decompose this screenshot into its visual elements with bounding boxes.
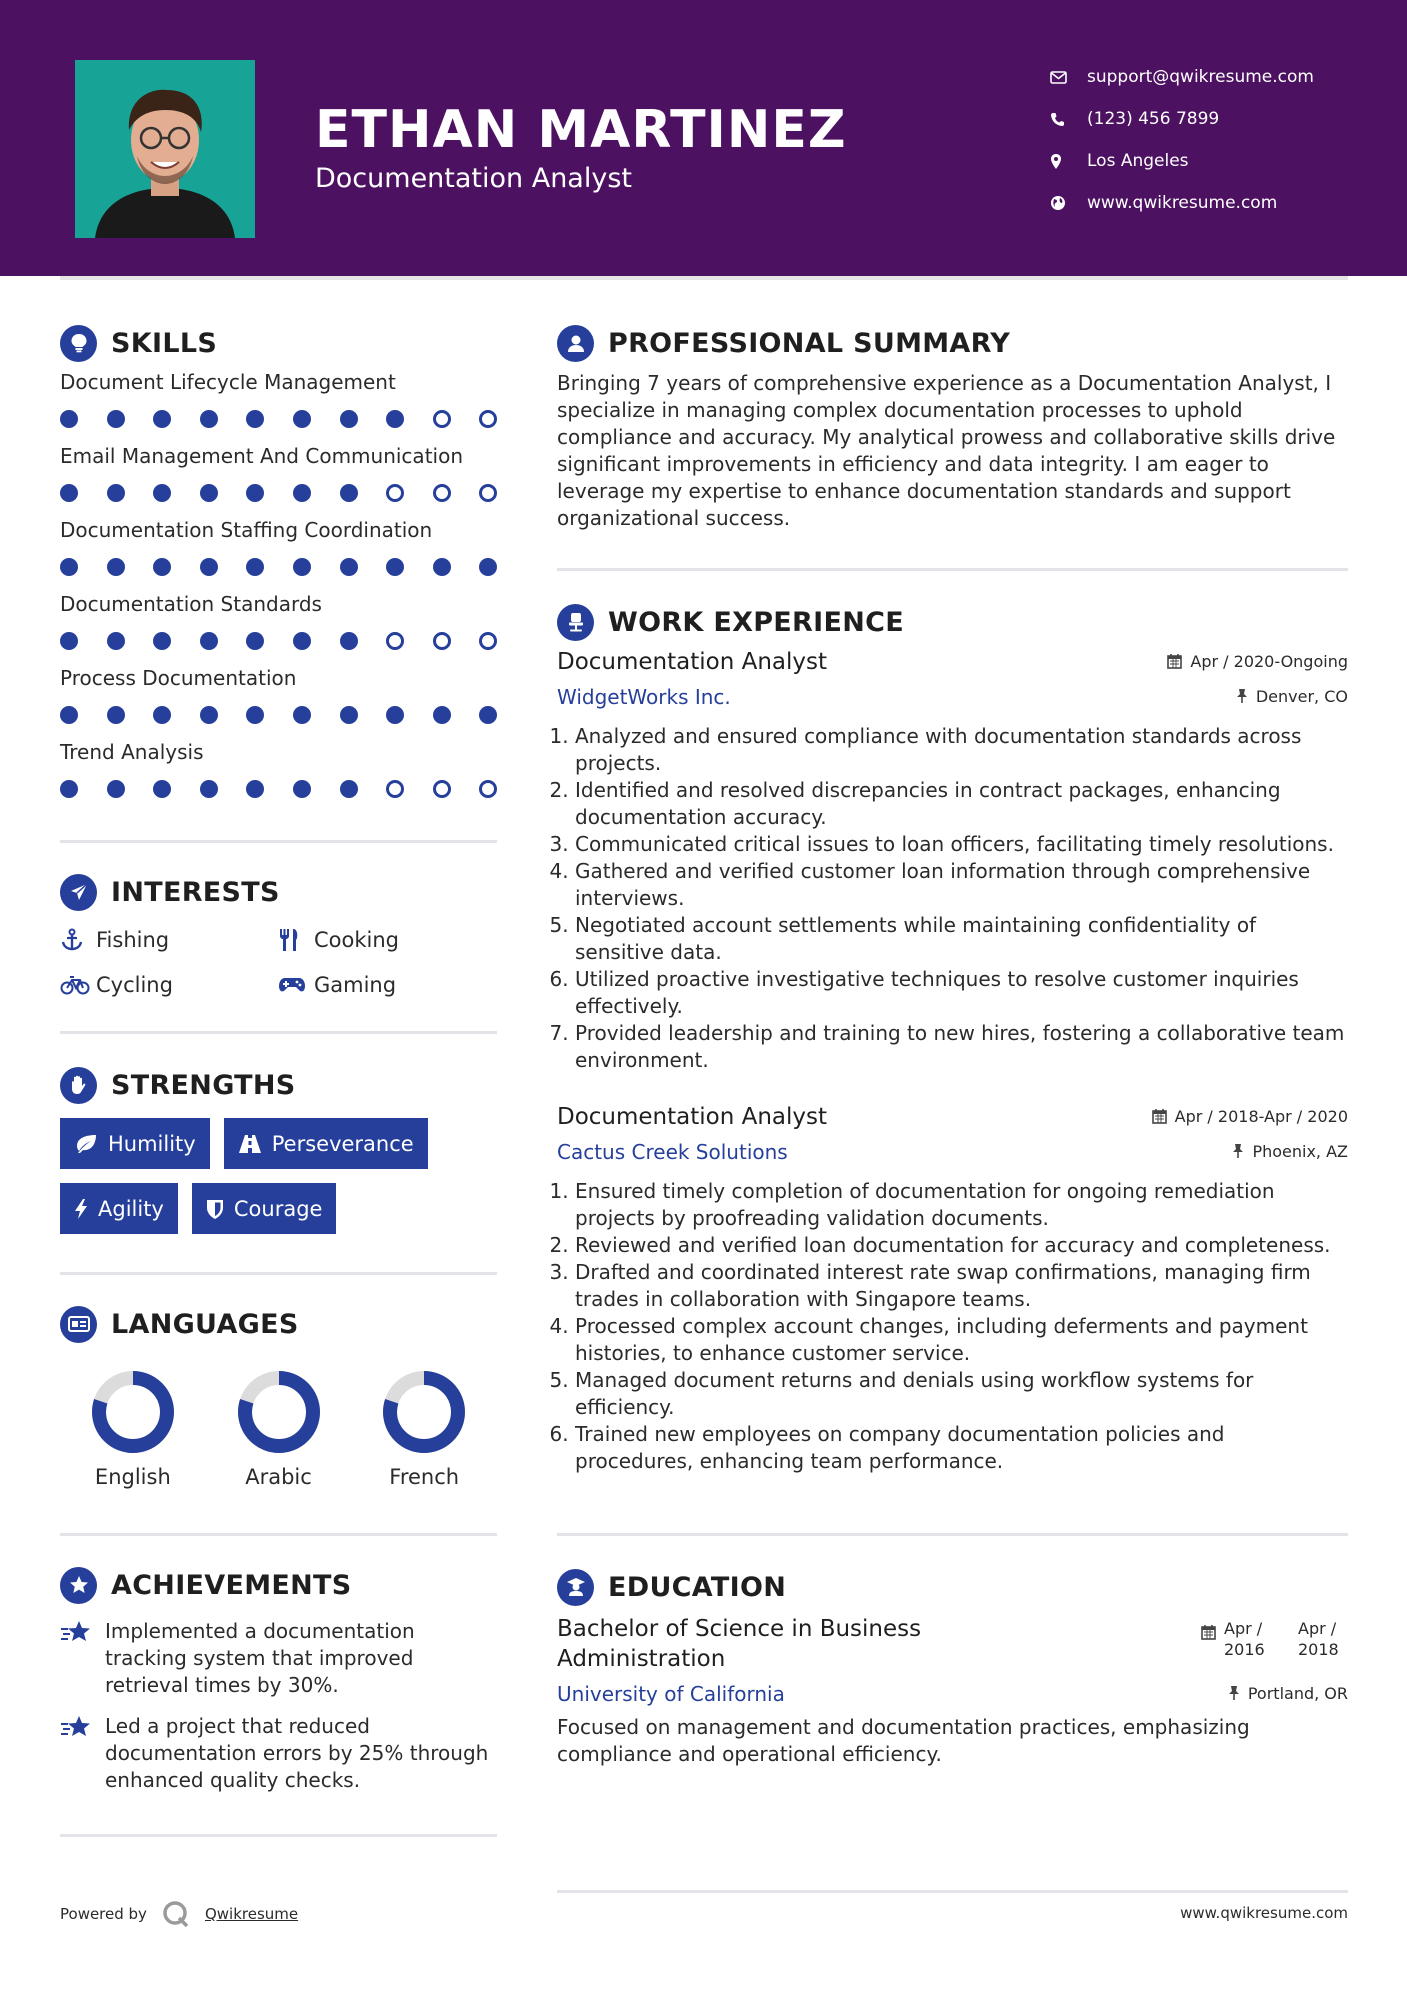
duty-item: 2. Identified and resolved discrepancies in contract packages, enhancing documentation accuracy.	[575, 777, 1348, 831]
rating-dot-filled	[153, 632, 171, 650]
rating-dot-filled	[386, 558, 404, 576]
rating-dot-empty	[479, 484, 497, 502]
interests-list	[60, 925, 497, 999]
skill-name: Document Lifecycle Management	[60, 370, 396, 394]
rating-dot-empty	[433, 780, 451, 798]
qwikresume-link[interactable]: Qwikresume	[204, 1905, 299, 1923]
rating-dot-filled	[293, 632, 311, 650]
rating-dot-filled	[107, 706, 125, 724]
strength-tag: Perseverance	[224, 1118, 428, 1169]
rating-dot-filled	[60, 632, 78, 650]
rating-dot-filled	[246, 632, 264, 650]
rating-dot-empty	[479, 410, 497, 428]
calendar-icon	[1152, 1108, 1167, 1124]
section-divider	[60, 1834, 497, 1837]
skill-name: Documentation Staffing Coordination	[60, 518, 433, 542]
lightbulb-icon	[60, 325, 97, 362]
rating-dot-filled	[153, 706, 171, 724]
rating-dot-filled	[153, 780, 171, 798]
language-donut	[381, 1369, 467, 1455]
duty-item: 4. Processed complex account changes, including deferments and payment histories, to enhance customer service.	[575, 1313, 1348, 1367]
phone-icon	[1050, 112, 1087, 127]
rating-dot-filled	[107, 410, 125, 428]
qwikresume-logo-icon	[161, 1900, 191, 1928]
rating-dot-filled	[293, 410, 311, 428]
gamepad-icon	[278, 976, 314, 994]
interest-item: Gaming	[278, 970, 497, 999]
rating-dot-empty	[433, 484, 451, 502]
job-title: Documentation Analyst	[557, 1104, 828, 1130]
duty-item: 3. Drafted and coordinated interest rate swap confirmations, managing firm trades in collaboration with Singapore teams.	[575, 1259, 1348, 1313]
road-icon	[238, 1134, 262, 1154]
section-divider	[557, 568, 1348, 571]
rating-dot-filled	[246, 780, 264, 798]
map-marker-icon	[1050, 153, 1087, 170]
profile-photo	[75, 60, 255, 238]
duty-item: 5. Managed document returns and denials using workflow systems for efficiency.	[575, 1367, 1348, 1421]
rating-dot-empty	[479, 780, 497, 798]
strength-tag: Humility	[60, 1118, 210, 1169]
rating-dot-filled	[107, 558, 125, 576]
skill-name: Documentation Standards	[60, 592, 322, 616]
strength-tag: Courage	[192, 1183, 337, 1234]
skill-rating	[60, 692, 497, 738]
strengths-heading: STRENGTHS	[60, 1062, 497, 1108]
rating-dot-filled	[200, 558, 218, 576]
rating-dot-filled	[153, 410, 171, 428]
hand-icon	[60, 1067, 97, 1104]
section-divider	[60, 1272, 497, 1275]
interest-item: Fishing	[60, 925, 278, 954]
pushpin-icon	[1228, 1685, 1240, 1701]
section-divider	[60, 1533, 497, 1536]
calendar-icon	[1201, 1624, 1216, 1640]
rating-dot-filled	[293, 484, 311, 502]
section-divider	[557, 1533, 1348, 1536]
header-banner	[0, 0, 1407, 276]
rating-dot-empty	[433, 410, 451, 428]
strengths-list	[60, 1118, 497, 1234]
rating-dot-filled	[479, 706, 497, 724]
calendar-icon	[1167, 653, 1182, 669]
rating-dot-filled	[153, 558, 171, 576]
rating-dot-filled	[340, 484, 358, 502]
duty-item: 1. Analyzed and ensured compliance with documentation standards across projects.	[575, 723, 1348, 777]
left-column	[60, 320, 497, 1837]
skill-rating	[60, 766, 497, 812]
rating-dot-filled	[246, 706, 264, 724]
experience-heading: WORK EXPERIENCE	[557, 599, 1348, 645]
job-entry	[557, 649, 1348, 1074]
language-donut	[90, 1369, 176, 1455]
achievement-item: Led a project that reduced documentation errors by 25% through enhanced quality checks.	[60, 1713, 497, 1794]
strength-tag: Agility	[60, 1183, 178, 1234]
chair-icon	[557, 604, 594, 641]
skill-rating	[60, 544, 497, 590]
summary-heading: PROFESSIONAL SUMMARY	[557, 320, 1348, 366]
rating-dot-filled	[293, 558, 311, 576]
school-location: Portland, OR	[1228, 1684, 1348, 1703]
rating-dot-filled	[107, 632, 125, 650]
language-item	[351, 1369, 497, 1489]
duty-item: 3. Communicated critical issues to loan officers, facilitating timely resolutions.	[575, 831, 1348, 858]
shield-icon	[206, 1198, 224, 1220]
education-heading: EDUCATION	[557, 1564, 1348, 1610]
pushpin-icon	[1236, 688, 1248, 704]
rating-dot-filled	[200, 780, 218, 798]
rating-dot-filled	[340, 632, 358, 650]
job-location: Denver, CO	[1236, 687, 1348, 706]
interest-item: Cycling	[60, 970, 278, 999]
school-name: University of California	[557, 1682, 785, 1706]
rating-dot-filled	[60, 410, 78, 428]
achievement-item: Implemented a documentation tracking system that improved retrieval times by 30%.	[60, 1618, 497, 1699]
skill-rating	[60, 470, 497, 516]
duty-item: 4. Gathered and verified customer loan information through comprehensive interviews.	[575, 858, 1348, 912]
contact-block	[1050, 56, 1314, 224]
languages-heading: LANGUAGES	[60, 1301, 497, 1347]
rating-dot-empty	[433, 632, 451, 650]
rating-dot-filled	[433, 706, 451, 724]
rating-dot-empty	[386, 632, 404, 650]
utensils-icon	[278, 928, 314, 952]
job-entry	[557, 1104, 1348, 1475]
skills-list	[60, 368, 497, 812]
language-label: Arabic	[245, 1465, 312, 1489]
rating-dot-filled	[246, 410, 264, 428]
rating-dot-filled	[60, 484, 78, 502]
rating-dot-filled	[340, 410, 358, 428]
job-date: Apr / 2020-Ongoing	[1167, 652, 1348, 671]
language-item	[206, 1369, 352, 1489]
skill-rating	[60, 396, 497, 442]
rating-dot-filled	[107, 780, 125, 798]
interests-heading: INTERESTS	[60, 869, 497, 915]
right-column	[557, 320, 1348, 1768]
graduate-icon	[557, 1569, 594, 1606]
summary-text: Bringing 7 years of comprehensive experience as a Documentation Analyst, I specialize in managing complex documentation processes to uphold compliance and accuracy. My analytical prowess and collaborative skills drive significant improvements in efficiency and data integrity. I am eager to leverage my expertise to enhance documentation standards and support organizational success.	[557, 371, 1336, 530]
language-donut	[236, 1369, 322, 1455]
header-divider	[60, 276, 1348, 280]
rating-dot-filled	[246, 484, 264, 502]
candidate-title: Documentation Analyst	[315, 163, 632, 194]
rating-dot-filled	[340, 780, 358, 798]
rating-dot-empty	[386, 484, 404, 502]
globe-icon	[1050, 195, 1087, 211]
rating-dot-filled	[340, 558, 358, 576]
company-name: Cactus Creek Solutions	[557, 1140, 788, 1164]
footer-divider	[557, 1890, 1348, 1893]
degree-title: Bachelor of Science in Business Administration	[557, 1616, 922, 1672]
contact-website[interactable]: www.qwikresume.com	[1050, 182, 1314, 224]
language-label: French	[389, 1465, 460, 1489]
rating-dot-filled	[60, 558, 78, 576]
contact-email[interactable]: support@qwikresume.com	[1050, 56, 1314, 98]
job-date: Apr / 2018-Apr / 2020	[1152, 1107, 1348, 1126]
skill-rating	[60, 618, 497, 664]
rating-dot-filled	[293, 780, 311, 798]
leaf-icon	[74, 1134, 98, 1154]
education-description: Focused on management and documentation practices, emphasizing compliance and operational efficiency.	[557, 1715, 1250, 1766]
duty-item: 2. Reviewed and verified loan documentation for accuracy and completeness.	[575, 1232, 1348, 1259]
rating-dot-filled	[246, 558, 264, 576]
rating-dot-filled	[153, 484, 171, 502]
section-divider	[60, 840, 497, 843]
rating-dot-filled	[433, 558, 451, 576]
bicycle-icon	[60, 975, 96, 995]
contact-location: Los Angeles	[1050, 140, 1314, 182]
rating-dot-filled	[200, 410, 218, 428]
skill-name: Process Documentation	[60, 666, 297, 690]
company-name: WidgetWorks Inc.	[557, 685, 731, 709]
star-icon	[60, 1713, 105, 1794]
language-label: English	[94, 1465, 171, 1489]
pushpin-icon	[1232, 1143, 1244, 1159]
rating-dot-filled	[60, 780, 78, 798]
duty-item: 5. Negotiated account settlements while maintaining confidentiality of sensitive data.	[575, 912, 1348, 966]
rating-dot-empty	[386, 780, 404, 798]
rating-dot-filled	[60, 706, 78, 724]
footer-website[interactable]: www.qwikresume.com	[1180, 1904, 1348, 1922]
education-date: Apr / 2016 Apr / 2018	[1201, 1614, 1348, 1660]
rating-dot-filled	[107, 484, 125, 502]
rating-dot-filled	[200, 484, 218, 502]
language-item	[60, 1369, 206, 1489]
contact-phone[interactable]: (123) 456 7899	[1050, 98, 1314, 140]
skills-heading: SKILLS	[60, 320, 497, 366]
duty-item: 6. Utilized proactive investigative techniques to resolve customer inquiries effectively.	[575, 966, 1348, 1020]
skill-name: Trend Analysis	[60, 740, 204, 764]
rating-dot-filled	[200, 706, 218, 724]
anchor-icon	[60, 928, 96, 952]
rating-dot-filled	[479, 558, 497, 576]
star-badge-icon	[60, 1567, 97, 1604]
interest-item: Cooking	[278, 925, 497, 954]
rating-dot-filled	[200, 632, 218, 650]
candidate-name: ETHAN MARTINEZ	[315, 100, 847, 160]
section-divider	[60, 1031, 497, 1034]
footer-powered-by: Powered by Qwikresume	[60, 1900, 298, 1928]
job-location: Phoenix, AZ	[1232, 1142, 1348, 1161]
rating-dot-filled	[293, 706, 311, 724]
duty-item: 6. Trained new employees on company documentation policies and procedures, enhancing team performance.	[575, 1421, 1348, 1475]
duty-item: 7. Provided leadership and training to new hires, fostering a collaborative team environment.	[575, 1020, 1348, 1074]
bolt-icon	[74, 1198, 88, 1220]
envelope-icon	[1050, 71, 1087, 84]
job-title: Documentation Analyst	[557, 649, 828, 675]
rating-dot-filled	[386, 706, 404, 724]
star-icon	[60, 1618, 105, 1699]
language-card-icon	[60, 1306, 97, 1343]
achievements-heading: ACHIEVEMENTS	[60, 1562, 497, 1608]
paper-plane-icon	[60, 874, 97, 911]
rating-dot-filled	[386, 410, 404, 428]
user-icon	[557, 325, 594, 362]
skill-name: Email Management And Communication	[60, 444, 463, 468]
rating-dot-empty	[479, 632, 497, 650]
duty-item: 1. Ensured timely completion of documentation for ongoing remediation projects by proofreading validation documents.	[575, 1178, 1348, 1232]
job-duties	[557, 1178, 1348, 1475]
rating-dot-filled	[340, 706, 358, 724]
languages-list	[60, 1369, 497, 1489]
job-duties	[557, 723, 1348, 1074]
